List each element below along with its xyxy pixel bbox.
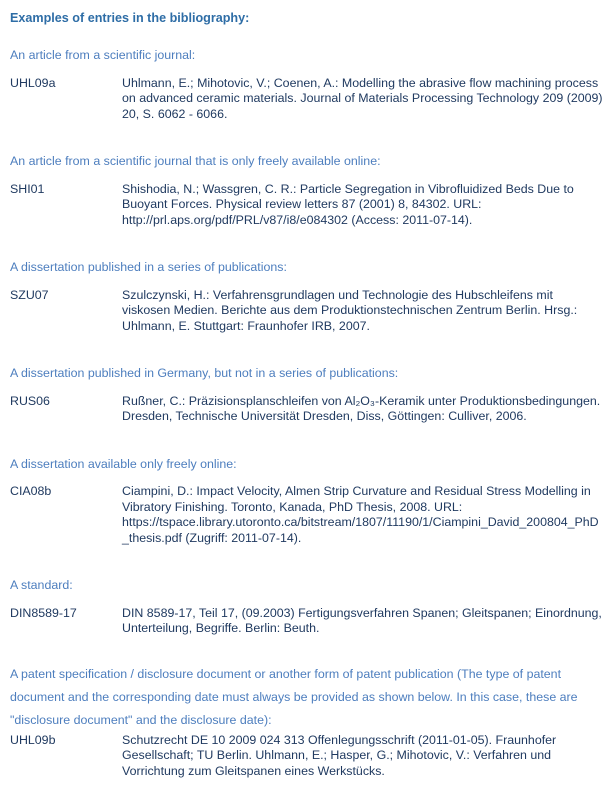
entry-citation: Shishodia, N.; Wassgren, C. R.: Particle Segregation in Vibrofluidized Beds Due to Buoyant Forces. Physical review letters 87 (2001) 8, 84302. URL: http://prl.aps.org/pdf/PRL/v87/i8/e084302 (Access: 2011-07-14). bbox=[122, 181, 574, 227]
section-label: An article from a scientific journal: bbox=[10, 48, 196, 62]
entry-key: DIN8589-17 bbox=[10, 605, 77, 620]
section-label: A standard: bbox=[10, 578, 73, 592]
section-standard bbox=[10, 578, 603, 637]
entry-citation: DIN 8589-17, Teil 17, (09.2003) Fertigungsverfahren Spanen; Gleitspanen; Einordnung, Unterteilung, Begriffe. Berlin: Beuth. bbox=[122, 605, 602, 635]
entry-key: RUS06 bbox=[10, 393, 50, 408]
entry-citation: Ciampini, D.: Impact Velocity, Almen Strip Curvature and Residual Stress Modelling in Vibratory Finishing. Toronto, Kanada, PhD Thesis, 2008. URL: https://tspace.library.utoronto.ca/bitstream/1807/11190/1/Ciampini_David_200804_PhD_thesis.pdf (Zugriff: 2011-07-14). bbox=[122, 484, 599, 545]
bibliography-entry bbox=[10, 484, 603, 546]
entry-key: SHI01 bbox=[10, 181, 45, 196]
section-label: A patent specification / disclosure document or another form of patent publication (The type of patent document and the corresponding date must always be provided as shown below. In this case, these are "disclosure document" and the disclosure date): bbox=[10, 666, 578, 727]
section-journal-article-online bbox=[10, 154, 603, 228]
section-dissertation-germany bbox=[10, 366, 603, 425]
section-dissertation-online bbox=[10, 457, 603, 547]
section-label: A dissertation published in Germany, but not in a series of publications: bbox=[10, 366, 399, 380]
bibliography-entry bbox=[10, 288, 603, 335]
bibliography-entry bbox=[10, 733, 603, 780]
entry-key: CIA08b bbox=[10, 484, 52, 498]
section-label: A dissertation available only freely online: bbox=[10, 456, 237, 471]
bibliography-entry bbox=[10, 394, 603, 425]
entry-key: UHL09a bbox=[10, 75, 56, 90]
section-journal-article bbox=[10, 48, 603, 122]
bibliography-entry bbox=[10, 606, 603, 637]
entry-key: UHL09b bbox=[10, 732, 56, 747]
entry-key: SZU07 bbox=[10, 287, 49, 302]
section-label: A dissertation published in a series of publications: bbox=[10, 260, 287, 274]
section-label: An article from a scientific journal that is only freely available online: bbox=[10, 154, 381, 168]
bibliography-entry bbox=[10, 182, 603, 229]
entry-citation: Schutzrecht DE 10 2009 024 313 Offenlegungsschrift (2011-01-05). Fraunhofer Gesellschaft; TU Berlin. Uhlmann, E.; Hasper, G.; Mihotovic, V.: Verfahren und Vorrichtung zum Gleitspanen eines Werkstücks. bbox=[122, 732, 557, 778]
entry-citation: Uhlmann, E.; Mihotovic, V.; Coenen, A.: Modelling the abrasive flow machining process on advanced ceramic materials. Journal of Materials Processing Technology 209 (2009) 20, S. 6062 - 6066. bbox=[122, 75, 603, 121]
bibliography-entry bbox=[10, 76, 603, 123]
entry-citation: Rußner, C.: Präzisionsplanschleifen von Al₂O₃-Keramik unter Produktionsbedingungen. Dresden, Technische Universität Dresden, Diss, Göttingen: Culliver, 2006. bbox=[122, 393, 601, 423]
page-title: Examples of entries in the bibliography: bbox=[10, 11, 250, 25]
section-patent bbox=[10, 663, 603, 780]
section-dissertation-series bbox=[10, 260, 603, 334]
entry-citation: Szulczynski, H.: Verfahrensgrundlagen und Technologie des Hubschleifens mit viskosen Medien. Berichte aus dem Produktionstechnischen Zentrum Berlin. Hrsg.: Uhlmann, E. Stuttgart: Fraunhofer IRB, 2007. bbox=[122, 287, 578, 333]
